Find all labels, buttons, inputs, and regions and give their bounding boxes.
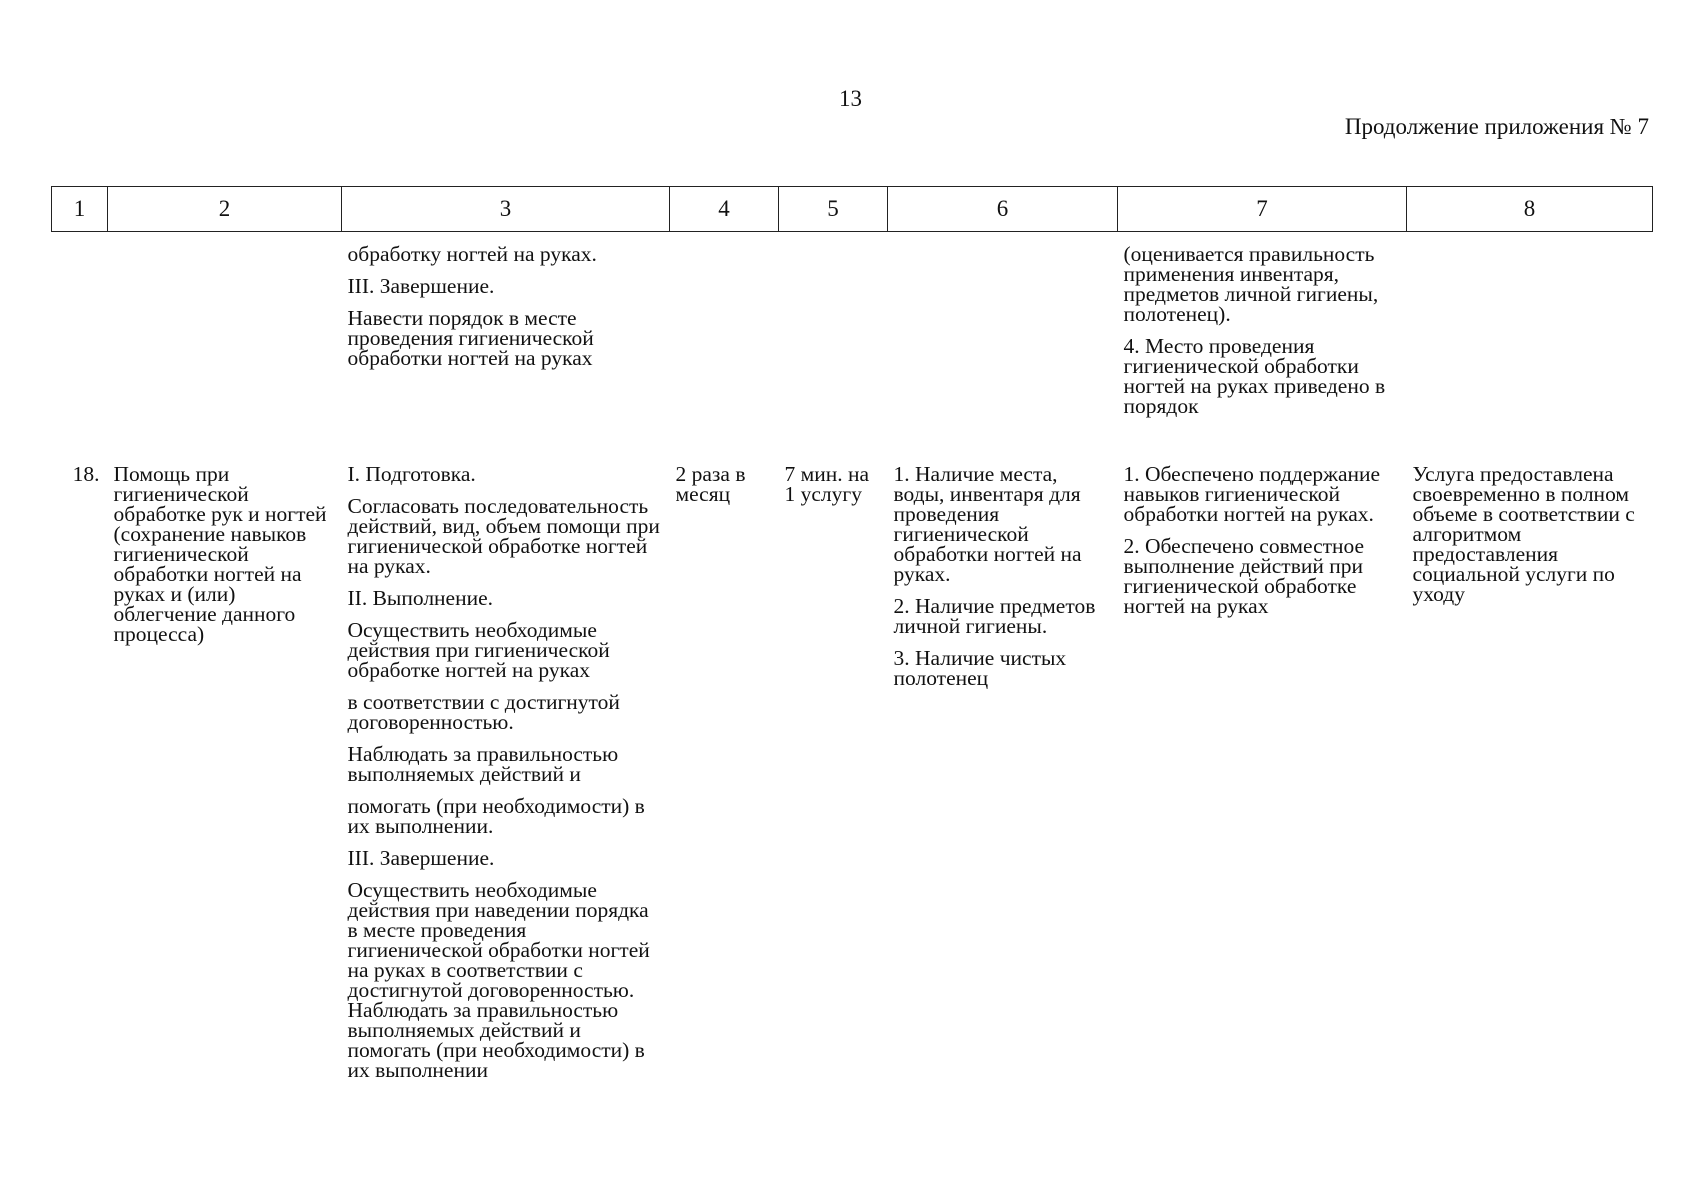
description-line: обработку ногтей на руках. <box>347 242 597 266</box>
row-number: 18. <box>72 462 100 486</box>
continued-row <box>52 232 1653 445</box>
quality-line: 2. Обеспечено совместное выполнение действий при гигиенической обработке ногтей на руках <box>1123 534 1365 618</box>
description-line: III. Завершение. <box>347 274 495 298</box>
conditions-cell <box>888 444 1118 1092</box>
duration-cell: 7 мин. на 1 услугу <box>784 462 870 506</box>
description-line: II. Выполнение. <box>347 586 494 610</box>
condition-line: 1. Наличие места, воды, инвентаря для проведения гигиенической обработки ногтей на руках. <box>893 462 1082 586</box>
description-line: помогать (при необходимости) в их выполнении. <box>347 794 645 838</box>
column-header: 5 <box>779 187 888 232</box>
quality-line: (оценивается правильность применения инвентаря, предметов личной гигиены, полотенец). <box>1123 242 1379 326</box>
column-header: 3 <box>342 187 670 232</box>
description-line: I. Подготовка. <box>347 462 476 486</box>
column-number-row <box>52 187 1653 232</box>
condition-line: 3. Наличие чистых полотенец <box>893 646 1067 690</box>
column-header: 7 <box>1118 187 1407 232</box>
continued-quality-cell <box>1118 232 1407 445</box>
column-header: 2 <box>108 187 342 232</box>
description-cell <box>342 444 670 1092</box>
quality-line: 4. Место проведения гигиенической обработки ногтей на руках приведено в порядок <box>1123 334 1386 418</box>
services-table <box>51 186 1653 1092</box>
appendix-note: Продолжение приложения № 7 <box>1344 114 1649 139</box>
result-cell: Услуга предоставлена своевременно в полном объеме в соответствии с алгоритмом предоставления социальной услуги по уходу <box>1412 462 1635 606</box>
table-row <box>52 444 1653 1092</box>
quality-cell <box>1118 444 1407 1092</box>
continued-description-cell <box>342 232 670 445</box>
column-header: 6 <box>888 187 1118 232</box>
quality-line: 1. Обеспечено поддержание навыков гигиенической обработки ногтей на руках. <box>1123 462 1381 526</box>
description-line: Осуществить необходимые действия при гигиенической обработке ногтей на руках <box>347 618 610 682</box>
condition-line: 2. Наличие предметов личной гигиены. <box>893 594 1096 638</box>
description-line: Наблюдать за правильностью выполняемых действий и <box>347 742 619 786</box>
service-name: Помощь при гигиенической обработке рук и ногтей (сохранение навыков гигиенической обработки ногтей на руках и (или) облегчение данного процесса) <box>113 462 327 646</box>
description-line: в соответствии с достигнутой договоренностью. <box>347 690 620 734</box>
column-header: 4 <box>670 187 779 232</box>
frequency-cell: 2 раза в месяц <box>675 462 746 506</box>
column-header: 8 <box>1407 187 1653 232</box>
description-line: Навести порядок в месте проведения гигиенической обработки ногтей на руках <box>347 306 594 370</box>
column-header: 1 <box>52 187 108 232</box>
description-line: Осуществить необходимые действия при наведении порядка в месте проведения гигиенической обработки ногтей на руках в соответствии с достигнутой договоренностью. Наблюдать за правильностью выполняемых действий и помогать (при необходимости) в их выполнении <box>347 878 650 1082</box>
description-line: III. Завершение. <box>347 846 495 870</box>
description-line: Согласовать последовательность действий, вид, объем помощи при гигиенической обработке ногтей на руках. <box>347 494 660 578</box>
page-number: 13 <box>839 86 862 111</box>
